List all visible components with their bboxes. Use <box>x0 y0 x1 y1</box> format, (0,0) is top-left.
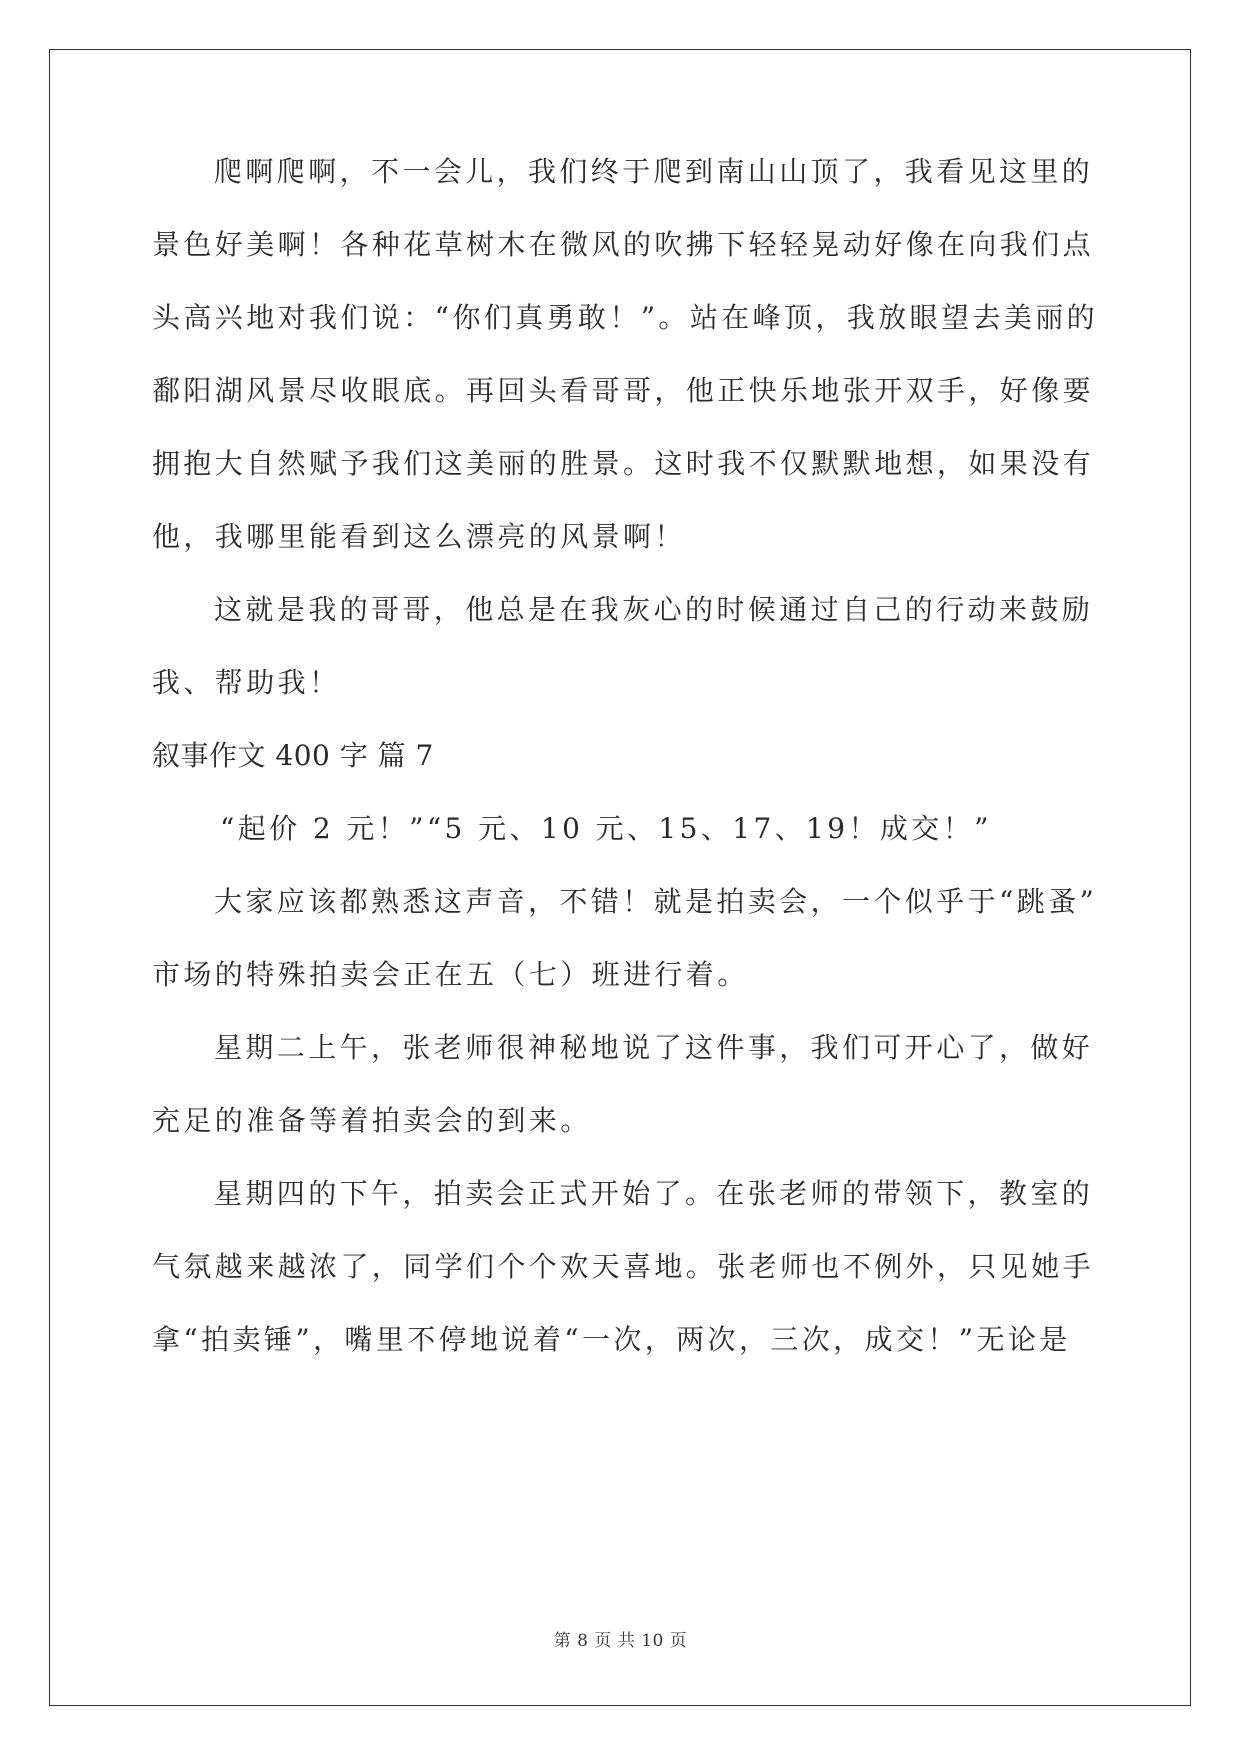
paragraph-line: 他，我哪里能看到这么漂亮的风景啊！ <box>152 520 686 553</box>
paragraph-line: 星期二上午，张老师很神秘地说了这件事，我们可开心了，做好 <box>214 1031 1094 1064</box>
paragraph-line: 大家应该都熟悉这声音，不错！就是拍卖会，一个似乎于“跳蚤” <box>214 885 1098 918</box>
paragraph-line: 充足的准备等着拍卖会的到来。 <box>152 1104 592 1137</box>
paragraph-line: 这就是我的哥哥，他总是在我灰心的时候通过自己的行动来鼓励 <box>214 593 1094 626</box>
paragraph-line: 星期四的下午，拍卖会正式开始了。在张老师的带领下，教室的 <box>214 1177 1094 1210</box>
page-number-footer: 第 8 页 共 10 页 <box>553 1631 688 1651</box>
paragraph-line: 景色好美啊！各种花草树木在微风的吹拂下轻轻晃动好像在向我们点 <box>152 228 1095 261</box>
paragraph-line: 市场的特殊拍卖会正在五（七）班进行着。 <box>152 958 749 991</box>
paragraph-line: 头高兴地对我们说：“你们真勇敢！”。站在峰顶，我放眼望去美丽的 <box>152 301 1099 334</box>
paragraph-line: “起价 2 元！”“5 元、10 元、15、17、19！成交！” <box>220 812 992 845</box>
paragraph-line: 拥抱大自然赋予我们这美丽的胜景。这时我不仅默默地想，如果没有 <box>152 447 1095 480</box>
paragraph-line: 拿“拍卖锤”，嘴里不停地说着“一次，两次，三次，成交！”无论是 <box>152 1323 1071 1356</box>
paragraph-line: 我、帮助我！ <box>152 666 341 699</box>
paragraph-line: 气氛越来越浓了，同学们个个欢天喜地。张老师也不例外，只见她手 <box>152 1250 1095 1283</box>
paragraph-line: 爬啊爬啊，不一会儿，我们终于爬到南山山顶了，我看见这里的 <box>214 155 1094 188</box>
paragraph-line: 鄱阳湖风景尽收眼底。再回头看哥哥，他正快乐地张开双手，好像要 <box>152 374 1095 407</box>
section-heading: 叙事作文 400 字 篇 7 <box>152 739 434 772</box>
